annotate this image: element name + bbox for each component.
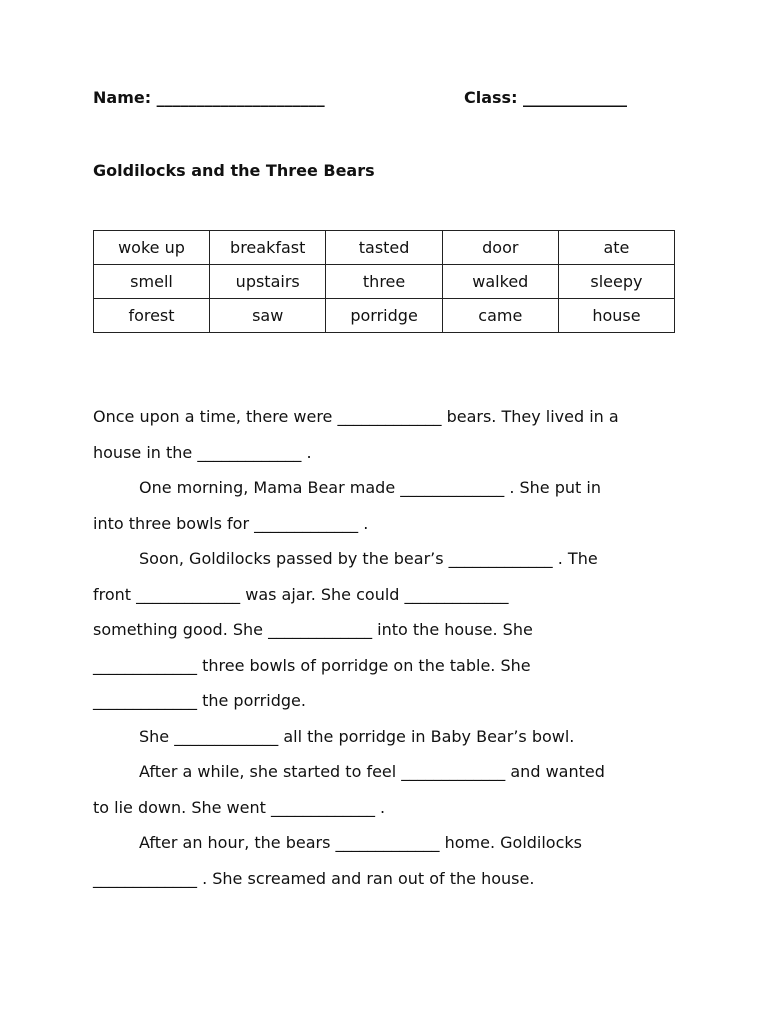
word-bank-cell: sleepy [558,265,674,299]
word-bank-cell: door [442,231,558,265]
story-line: _____________ . She screamed and ran out of the house. [93,868,535,888]
word-bank-row [94,265,675,299]
story-line: One morning, Mama Bear made _____________ . She put in [139,478,601,497]
word-bank-cell: house [558,299,674,333]
story-line: _____________ three bowls of porridge on the table. She [93,655,531,675]
story-line: something good. She _____________ into the house. She [93,620,533,639]
story-line: into three bowls for _____________ . [93,513,369,533]
word-bank-cell: porridge [326,299,442,333]
name-field[interactable]: Name: _____________________ [93,88,325,107]
story-line: After a while, she started to feel _____________ and wanted [139,762,605,781]
story-text [93,399,683,896]
story-line: to lie down. She went _____________ . [93,797,386,817]
story-line: Soon, Goldilocks passed by the bear’s _____________ . The [139,549,598,568]
word-bank-cell: walked [442,265,558,299]
word-bank-row [94,299,675,333]
story-line: She _____________ all the porridge in Baby Bear’s bowl. [139,726,575,746]
word-bank-cell: forest [94,299,210,333]
word-bank-cell: tasted [326,231,442,265]
word-bank-cell: ate [558,231,674,265]
word-bank-cell: woke up [94,231,210,265]
header-row [93,88,693,112]
story-line: house in the _____________ . [93,442,312,462]
word-bank-cell: upstairs [210,265,326,299]
word-bank-cell: came [442,299,558,333]
word-bank-row [94,231,675,265]
story-line: After an hour, the bears _____________ home. Goldilocks [139,833,582,852]
class-field[interactable]: Class: _____________ [464,88,628,107]
word-bank-cell: smell [94,265,210,299]
word-bank-cell: breakfast [210,231,326,265]
word-bank-cell: three [326,265,442,299]
story-line: front _____________ was ajar. She could _____________ [93,584,509,604]
worksheet-title: Goldilocks and the Three Bears [93,161,375,180]
word-bank-table [93,230,675,333]
word-bank-cell: saw [210,299,326,333]
story-line: _____________ the porridge. [93,691,306,710]
story-line: Once upon a time, there were _____________ bears. They lived in a [93,407,619,426]
